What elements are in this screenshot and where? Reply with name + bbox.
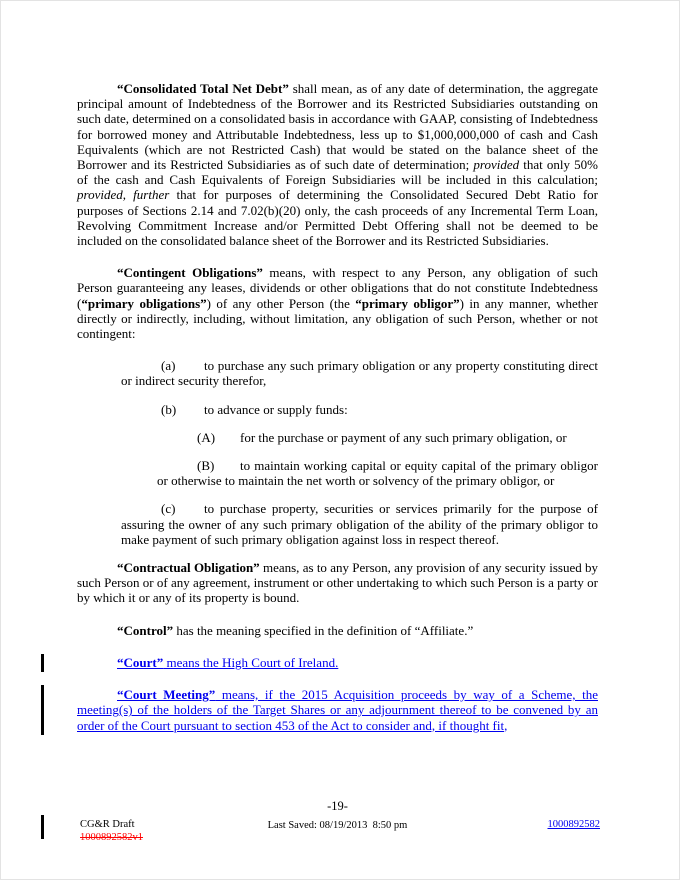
change-bar-footer — [41, 815, 44, 839]
change-bar-court-meeting — [41, 685, 44, 735]
definition-court-inserted — [77, 655, 598, 670]
definition-text: ) of any other Person (the — [206, 295, 356, 311]
definition-text: means, with respect to any Person, any obligation of such Person guaranteeing any leases, dividends or other obligations that do not constitute Indebtedness ( — [77, 265, 598, 311]
clause-label: (a) — [161, 358, 176, 374]
definition-text: has the meaning specified in the definition of “Affiliate.” — [173, 622, 474, 638]
definition-text: means the High Court of Ireland. — [163, 654, 339, 670]
document-id-link[interactable]: 1000892582 — [547, 819, 600, 830]
page-number: -19- — [327, 799, 348, 813]
definition-text: means, if the 2015 Acquisition proceeds by way of a Scheme, the meeting(s) of the holders of the Target Shares or any adjournment thereof to be convened by an order of the Court pursuant to section 453 of the Act to consider and, if thought fit, — [77, 687, 598, 733]
clause-text: for the purchase or payment of any such primary obligation, or — [240, 429, 567, 445]
clause-text: to purchase any such primary obligation or any property constituting direct or indirect security therefor, — [121, 358, 598, 389]
clause-b-B — [157, 458, 598, 488]
change-bar-court — [41, 654, 44, 672]
clause-c — [121, 501, 598, 547]
defined-term: “primary obligations” — [81, 295, 207, 311]
definition-contingent-obligations — [77, 265, 598, 341]
definition-consolidated-total-net-debt — [77, 81, 598, 248]
clause-text: to advance or supply funds: — [204, 401, 348, 417]
defined-term: “Court Meeting” — [117, 687, 216, 703]
clause-a — [121, 358, 598, 388]
defined-term: “primary obligor” — [355, 295, 460, 311]
last-saved-stamp: Last Saved: 08/19/2013 8:50 pm — [267, 820, 408, 831]
definition-text: that only 50% of the cash and Cash Equivalents of Foreign Subsidiaries will be included in this calculation; — [77, 157, 599, 188]
definition-text: ) in any manner, whether directly or indirectly, including, without limitation, any obligation of such Person, whether or not contingent: — [77, 295, 598, 342]
definition-control — [77, 623, 598, 638]
proviso-italic: provided — [473, 157, 520, 173]
deleted-document-id: 1000892582v1 — [80, 831, 143, 843]
defined-term: “Contractual Obligation” — [117, 560, 260, 576]
definition-contractual-obligation — [77, 560, 598, 606]
clause-label: (c) — [161, 501, 176, 517]
clause-label: (B) — [197, 458, 215, 474]
clause-b-A — [157, 430, 598, 445]
definition-court-meeting-inserted — [77, 687, 598, 733]
document-body — [77, 81, 598, 750]
defined-term: “Court” — [117, 654, 164, 670]
definition-text: that for purposes of determining the Consolidated Secured Debt Ratio for purposes of Sections 2.14 and 7.02(b)(20) only, the cash proceeds of any Incremental Term Loan, Revolving Commitment Increase and/or Permitted Debt Offering shall not be deemed to be included on the consolidated balance sheet of the Borrower and its Restricted Subsidiaries. — [77, 187, 598, 249]
definition-text: shall mean, as of any date of determination, the aggregate principal amount of Indebtedness of the Borrower and its Restricted Subsidiaries outstanding on such date, determined on a consolidated basis in accordance with GAAP, consisting of Indebtedness for borrowed money and Attributable Indebtedness, less up to $1,000,000,000 of cash and Cash Equivalents (which are not Restricted Cash) that would be stated on the balance sheet of the Borrower and its Restricted Subsidiaries as of such date of determination; — [77, 81, 598, 173]
defined-term: “Contingent Obligations” — [117, 265, 263, 281]
defined-term: “Control” — [117, 622, 174, 638]
draft-label: CG&R Draft — [80, 819, 135, 830]
clause-label: (b) — [161, 401, 177, 417]
definition-text: means, as to any Person, any provision of any security issued by such Person or of any agreement, instrument or other undertaking to which such Person is a party or by which it or any of its property is bound. — [77, 560, 598, 606]
clause-text: to maintain working capital or equity capital of the primary obligor or otherwise to maintain the net worth or solvency of the primary obligor, or — [157, 458, 598, 489]
clause-label: (A) — [197, 429, 216, 445]
clause-text: to purchase property, securities or services primarily for the purpose of assuring the owner of any such primary obligation of the ability of the primary obligor to make payment of such primary obligation against loss in respect thereof. — [121, 501, 598, 547]
proviso-italic: provided, further — [77, 187, 170, 203]
defined-term: “Consolidated Total Net Debt” — [117, 81, 289, 96]
clause-b — [121, 402, 598, 417]
